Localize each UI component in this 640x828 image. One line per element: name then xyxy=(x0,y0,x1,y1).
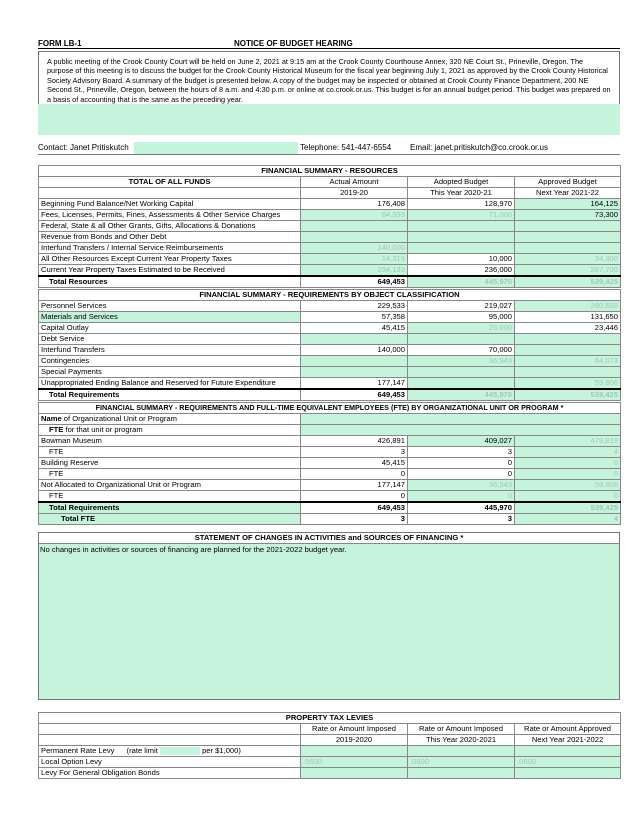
total-fte-adopted: 3 xyxy=(408,514,515,525)
table-row xyxy=(39,210,621,221)
total-actual: 649,453 xyxy=(301,389,408,401)
cell-adopted[interactable] xyxy=(408,243,515,254)
table-row xyxy=(39,312,621,323)
cell-adopted[interactable]: 3 xyxy=(408,447,515,458)
cell-actual[interactable]: 426,891 xyxy=(301,436,408,447)
table-row xyxy=(39,436,621,447)
row-label: Personnel Services xyxy=(39,301,301,312)
levies-col3a: Rate or Amount Approved xyxy=(515,724,621,735)
cell-adopted[interactable]: 36,943 xyxy=(408,480,515,491)
cell-adopted[interactable]: 0 xyxy=(408,469,515,480)
total-label: Total Requirements xyxy=(39,389,301,401)
total-adopted: 445,970 xyxy=(408,389,515,401)
bonds-levy-label: Levy For General Obligation Bonds xyxy=(39,768,301,779)
cell-2021[interactable] xyxy=(515,746,621,757)
cell-adopted[interactable] xyxy=(408,378,515,390)
total-row xyxy=(39,276,621,288)
resources-col2a: Adopted Budget xyxy=(408,177,515,188)
table-row xyxy=(39,447,621,458)
cell-2020[interactable]: .0600 xyxy=(408,757,515,768)
resources-col3a: Approved Budget xyxy=(515,177,621,188)
local-option-label: Local Option Levy xyxy=(39,757,301,768)
table-row xyxy=(39,345,621,356)
row-label: Beginning Fund Balance/Net Working Capital xyxy=(39,199,301,210)
cell-approved[interactable] xyxy=(515,367,621,378)
cell-adopted[interactable]: 236,000 xyxy=(408,265,515,277)
form-title: NOTICE OF BUDGET HEARING xyxy=(234,39,353,48)
cell-approved[interactable]: 164,125 xyxy=(515,199,621,210)
table-row xyxy=(39,757,621,768)
cell-2019[interactable] xyxy=(301,746,408,757)
cell-adopted[interactable]: 0 xyxy=(408,458,515,469)
cell-approved[interactable]: 34,300 xyxy=(515,254,621,265)
total-adopted: 445,970 xyxy=(408,276,515,288)
table-row xyxy=(39,768,621,779)
row-label: Materials and Services xyxy=(39,312,301,323)
table-row xyxy=(39,367,621,378)
per-thousand-label: per $1,000) xyxy=(202,746,241,755)
table-row xyxy=(39,458,621,469)
cell-actual[interactable]: 254,133 xyxy=(301,265,408,277)
cell-approved[interactable]: 479,819 xyxy=(515,436,621,447)
cell-2019[interactable]: .0600 xyxy=(301,757,408,768)
resources-col1b: 2019-20 xyxy=(301,188,408,199)
permanent-rate-cell xyxy=(39,746,301,757)
cell-2020[interactable] xyxy=(408,768,515,779)
cell-2019[interactable] xyxy=(301,768,408,779)
resources-col0: TOTAL OF ALL FUNDS xyxy=(39,177,301,188)
cell-actual[interactable]: 176,408 xyxy=(301,199,408,210)
notice-fill-area[interactable] xyxy=(38,104,620,135)
fte-head-name-bold: Name xyxy=(41,414,62,423)
resources-col3b: Next Year 2021-22 xyxy=(515,188,621,199)
rate-limit-input[interactable] xyxy=(160,747,200,755)
total-fte-row xyxy=(39,514,621,525)
table-row xyxy=(39,301,621,312)
fte-head-fte-rest: for that unit or program xyxy=(63,425,143,434)
total-label: Total Requirements xyxy=(39,502,301,514)
row-label: Special Payments xyxy=(39,367,301,378)
contact-fill[interactable] xyxy=(134,142,298,154)
rate-limit-label: (rate limit xyxy=(126,746,158,755)
cell-approved[interactable]: 23,446 xyxy=(515,323,621,334)
resources-col1a: Actual Amount xyxy=(301,177,408,188)
fte-head-fill xyxy=(301,414,621,425)
total-label: Total Resources xyxy=(39,276,301,288)
cell-actual[interactable]: 140,000 xyxy=(301,345,408,356)
header-divider xyxy=(38,48,620,49)
cell-adopted[interactable] xyxy=(408,367,515,378)
changes-box xyxy=(38,532,620,700)
notice-text: A public meeting of the Crook County Court will be held on June 2, 2021 at 9:15 am at the Crook County Courthouse Annex, 320 NE Court St., Prineville, Oregon. The purpose of this meeting is to discuss the budget for the Crook County Historical Museum for the fiscal year beginning July 1, 2021 as approved by the Crook County Historical Society Advisory Board. A summary of the budget is presented below. A copy of the budget may be inspected or obtained at Crook County Finance Department, 200 NE Second St., Prineville, Oregon, between the hours of 8 a.m. and 4:30 p.m. or online at co.crook.or.us. This budget is for an annual budget period. This budget was prepared on a basis of accounting that is the same as the preceding year. xyxy=(47,57,611,104)
contact-row xyxy=(38,142,620,155)
cell-approved[interactable]: 59,606 xyxy=(515,480,621,491)
row-label: All Other Resources Except Current Year Property Taxes xyxy=(39,254,301,265)
resources-title: FINANCIAL SUMMARY - RESOURCES xyxy=(39,166,621,177)
cell-actual[interactable] xyxy=(301,334,408,345)
cell-actual[interactable]: 45,415 xyxy=(301,323,408,334)
table-row xyxy=(39,334,621,345)
cell-2021[interactable] xyxy=(515,768,621,779)
fte-head-fte-bold: FTE xyxy=(49,425,64,434)
row-label: Building Reserve xyxy=(39,458,301,469)
total-row xyxy=(39,389,621,401)
row-label: Unappropriated Ending Balance and Reserved for Future Expenditure xyxy=(39,378,301,390)
cell-adopted[interactable]: 219,027 xyxy=(408,301,515,312)
cell-approved[interactable]: 267,700 xyxy=(515,265,621,277)
cell-actual[interactable]: 140,000 xyxy=(301,243,408,254)
cell-actual[interactable]: 14,319 xyxy=(301,254,408,265)
row-label: Federal, State & all Other Grants, Gifts, Allocations & Donations xyxy=(39,221,301,232)
cell-approved[interactable]: 0 xyxy=(515,491,621,503)
fte-head-fill-2 xyxy=(301,425,621,436)
cell-adopted[interactable]: 0 xyxy=(408,491,515,503)
cell-adopted[interactable]: 10,000 xyxy=(408,254,515,265)
row-label: Current Year Property Taxes Estimated to be Received xyxy=(39,265,301,277)
changes-title: STATEMENT OF CHANGES IN ACTIVITIES and SOURCES OF FINANCING * xyxy=(39,533,619,544)
cell-approved[interactable]: 0 xyxy=(515,469,621,480)
cell-actual[interactable]: 177,147 xyxy=(301,480,408,491)
cell-approved[interactable]: 59,606 xyxy=(515,378,621,390)
table-row xyxy=(39,378,621,390)
cell-approved[interactable] xyxy=(515,345,621,356)
cell-adopted[interactable]: 409,027 xyxy=(408,436,515,447)
cell-adopted[interactable]: 128,970 xyxy=(408,199,515,210)
row-label: Bowman Museum xyxy=(39,436,301,447)
table-row xyxy=(39,265,621,277)
row-label: FTE xyxy=(39,447,301,458)
total-approved: 539,425 xyxy=(515,502,621,514)
cell-approved[interactable]: 64,073 xyxy=(515,356,621,367)
total-fte-label: Total FTE xyxy=(39,514,301,525)
table-row xyxy=(39,491,621,503)
cell-adopted[interactable] xyxy=(408,232,515,243)
requirements-title: FINANCIAL SUMMARY - REQUIREMENTS BY OBJECT CLASSIFICATION xyxy=(39,290,621,301)
cell-actual[interactable]: 177,147 xyxy=(301,378,408,390)
total-fte-approved: 4 xyxy=(515,514,621,525)
cell-adopted[interactable] xyxy=(408,221,515,232)
table-row xyxy=(39,323,621,334)
fte-title: FINANCIAL SUMMARY - REQUIREMENTS AND FULL-TIME EQUIVALENT EMPLOYEES (FTE) BY ORGANIZATIONAL UNIT OR PROGRAM * xyxy=(39,403,621,414)
permanent-rate-label: Permanent Rate Levy xyxy=(41,746,115,755)
total-actual: 649,453 xyxy=(301,276,408,288)
contact-name: Contact: Janet Pritiskutch xyxy=(38,143,129,152)
cell-approved[interactable]: 4 xyxy=(515,447,621,458)
cell-2021[interactable]: .0600 xyxy=(515,757,621,768)
cell-actual[interactable] xyxy=(301,232,408,243)
total-approved: 539,425 xyxy=(515,389,621,401)
changes-text[interactable]: No changes in activities or sources of financing are planned for the 2021-2022 budget year. xyxy=(39,544,619,699)
levies-col1b: 2019-2020 xyxy=(301,735,408,746)
cell-adopted[interactable]: 71,000 xyxy=(408,210,515,221)
cell-approved[interactable]: 131,650 xyxy=(515,312,621,323)
cell-actual[interactable]: 0 xyxy=(301,469,408,480)
cell-actual[interactable]: 45,415 xyxy=(301,458,408,469)
row-label: FTE xyxy=(39,469,301,480)
table-row xyxy=(39,254,621,265)
total-approved: 539,425 xyxy=(515,276,621,288)
cell-approved[interactable] xyxy=(515,334,621,345)
table-row xyxy=(39,469,621,480)
cell-approved[interactable] xyxy=(515,243,621,254)
cell-actual[interactable]: 57,358 xyxy=(301,312,408,323)
cell-actual[interactable] xyxy=(301,356,408,367)
levies-col3b: Next Year 2021-2022 xyxy=(515,735,621,746)
cell-approved[interactable]: 260,650 xyxy=(515,301,621,312)
row-label: Interfund Transfers xyxy=(39,345,301,356)
form-id: FORM LB-1 xyxy=(38,39,82,48)
cell-approved[interactable] xyxy=(515,232,621,243)
fte-head-name-rest: of Organizational Unit or Program xyxy=(61,414,177,423)
cell-actual[interactable] xyxy=(301,221,408,232)
levies-table xyxy=(38,712,621,779)
cell-actual[interactable]: 64,593 xyxy=(301,210,408,221)
row-label: Fees, Licenses, Permits, Fines, Assessments & Other Service Charges xyxy=(39,210,301,221)
levies-col1a: Rate or Amount Imposed xyxy=(301,724,408,735)
levies-col2a: Rate or Amount Imposed xyxy=(408,724,515,735)
table-row xyxy=(39,746,621,757)
cell-adopted[interactable]: 95,000 xyxy=(408,312,515,323)
total-adopted: 445,970 xyxy=(408,502,515,514)
fte-head-name xyxy=(39,414,301,425)
levies-col2b: This Year 2020-2021 xyxy=(408,735,515,746)
table-row xyxy=(39,356,621,367)
total-row xyxy=(39,502,621,514)
cell-adopted[interactable] xyxy=(408,334,515,345)
cell-actual[interactable]: 0 xyxy=(301,491,408,503)
cell-adopted[interactable]: 25,000 xyxy=(408,323,515,334)
table-row xyxy=(39,480,621,491)
total-fte-actual: 3 xyxy=(301,514,408,525)
cell-actual[interactable] xyxy=(301,367,408,378)
row-label: Debt Service xyxy=(39,334,301,345)
fte-table xyxy=(38,402,621,525)
cell-adopted[interactable]: 70,000 xyxy=(408,345,515,356)
cell-approved[interactable] xyxy=(515,221,621,232)
table-row xyxy=(39,199,621,210)
cell-2020[interactable] xyxy=(408,746,515,757)
requirements-table xyxy=(38,289,621,401)
row-label: Contingencies xyxy=(39,356,301,367)
row-label: Capital Outlay xyxy=(39,323,301,334)
contact-telephone: Telephone: 541-447-6554 xyxy=(300,143,392,152)
row-label: FTE xyxy=(39,491,301,503)
cell-adopted[interactable]: 36,943 xyxy=(408,356,515,367)
resources-table xyxy=(38,165,621,288)
row-label: Interfund Transfers / Internal Service Reimbursements xyxy=(39,243,301,254)
cell-approved[interactable]: 0 xyxy=(515,458,621,469)
fte-head-fte xyxy=(39,425,301,436)
levies-title: PROPERTY TAX LEVIES xyxy=(39,713,621,724)
table-row xyxy=(39,243,621,254)
table-row xyxy=(39,232,621,243)
cell-actual[interactable]: 229,533 xyxy=(301,301,408,312)
row-label: Not Allocated to Organizational Unit or Program xyxy=(39,480,301,491)
resources-col2b: This Year 2020-21 xyxy=(408,188,515,199)
contact-email: Email: janet.pritiskutch@co.crook.or.us xyxy=(410,143,548,152)
row-label: Revenue from Bonds and Other Debt xyxy=(39,232,301,243)
table-row xyxy=(39,221,621,232)
cell-approved[interactable]: 73,300 xyxy=(515,210,621,221)
cell-actual[interactable]: 3 xyxy=(301,447,408,458)
total-actual: 649,453 xyxy=(301,502,408,514)
